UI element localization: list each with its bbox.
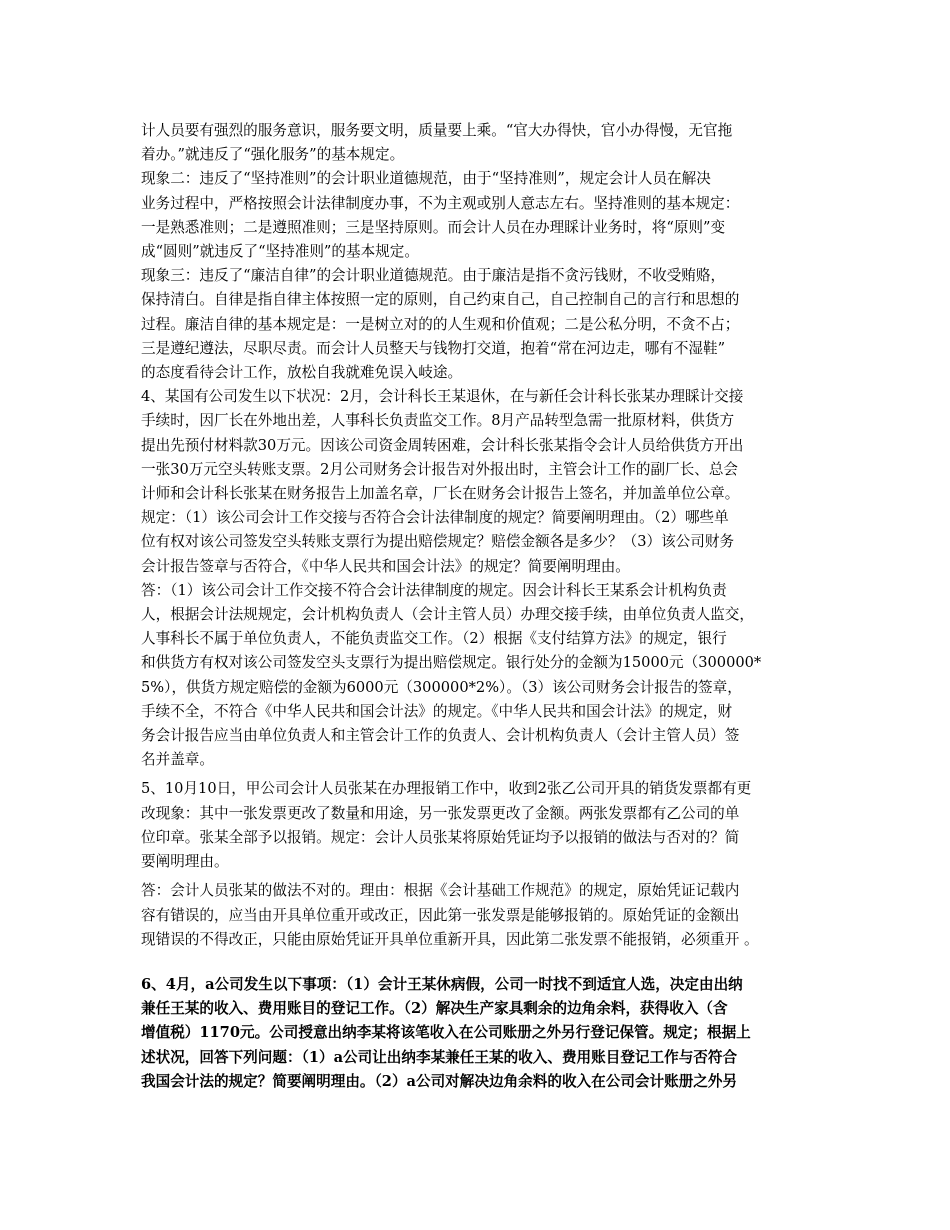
paragraph-service [141,119,829,167]
text-line: 成“圆则”就违反了“坚持准则”的基本规定。 [141,243,419,261]
text-line: 务会计报告应当由单位负责人和主管会计工作的负责人、会计机构负责人（会计主管人员）签 [141,727,740,745]
text-line: 现象三：违反了“廉洁自律”的会计职业道德规范。由于廉洁是指不贪污钱财，不收受贿赂， [141,267,726,285]
text-line: 改现象：其中一张发票更改了数量和用途，另一张发票更改了金额。两张发票都有乙公司的单 [141,804,740,822]
text-line: 规定：（1）该公司会计工作交接与否符合会计法律制度的规定？简要阐明理由。（2）哪些单 [141,509,729,527]
text-line: 5%），供货方规定赔偿的金额为6000元（300000*2%）。（3）该公司财务会计报告的签章， [141,678,742,696]
answer-4 [141,579,829,773]
answer-5 [141,879,829,952]
text-line: 现象二：违反了“坚持准则”的会计职业道德规范，由于“坚持准则”，规定会计人员在解决 [141,170,711,188]
text-line: 过程。廉洁自律的基本规定是：一是树立对的的人生观和价值观；二是公私分明，不贪不占； [141,315,740,333]
text-line: 手续时，因厂长在外地出差，人事科长负责监交工作。8月产品转型急需一批原材料，供货方 [141,412,735,430]
text-line: 位印章。张某全部予以报销。规定：会计人员张某将原始凭证均予以报销的做法与否对的？简 [141,828,740,846]
text-line: 5、10月10日，甲公司会计人员张某在办理报销工作中，收到2张乙公司开具的销货发票都有更 [141,780,752,798]
text-line: 6、4月，a公司发生以下事项：（1）会计王某休病假，公司一时找不到适宜人选，决定由出纳 [141,975,743,993]
text-line: 我国会计法的规定？简要阐明理由。（2）a公司对解决边角余料的收入在公司会计账册之外另 [141,1072,738,1090]
text-line: 4、某国有公司发生以下状况：2月，会计科长王某退休，在与新任会计科长张某办理睬计交接 [141,388,744,406]
text-line: 位有权对该公司签发空头转账支票行为提出赔偿规定？赔偿金额各是多少？（3）该公司财务 [141,533,735,551]
document-body [141,119,829,1094]
text-line: 着办。”就违反了“强化服务”的基本规定。 [141,146,405,164]
paragraph-phenomenon-two [141,167,829,264]
text-line: 答：（1）该公司会计工作交接不符合会计法律制度的规定。因会计科长王某系会计机构负责 [141,581,727,599]
text-line: 手续不全，不符合《中华人民共和国会计法》的规定。《中华人民共和国会计法》的规定，财 [141,702,733,720]
text-line: 名并盖章。 [141,751,214,769]
text-line: 保持清白。自律是指自律主体按照一定的原则，自己约束自己，自己控制自己的言行和思想的 [141,291,740,309]
text-line: 要阐明理由。 [141,853,229,871]
text-line: 三是遵纪遵法，尽职尽责。而会计人员整天与钱物打交道，抱着“常在河边走，哪有不湿鞋” [141,339,726,357]
text-line: 和供货方有权对该公司签发空头支票行为提出赔偿规定。银行处分的金额为15000元（300000* [141,654,762,672]
text-line: 一张30万元空头转账支票。2月公司财务会计报告对外报出时，主管会计工作的副厂长、总会 [141,460,739,478]
question-4 [141,385,829,579]
text-line: 增值税）1170元。公司授意出纳李某将该笔收入在公司账册之外另行登记保管。规定；根据上 [141,1024,751,1042]
text-line: 计师和会计科长张某在财务报告上加盖名章，厂长在财务会计报告上签名，并加盖单位公章。 [141,485,740,503]
text-line: 的态度看待会计工作，放松自我就难免误入岐途。 [141,364,463,382]
text-line: 兼任王某的收入、费用账目的登记工作。（2）解决生产家具剩余的边角余料，获得收入（含 [141,1000,728,1018]
text-line: 计人员要有强烈的服务意识，服务要文明，质量要上乘。“官大办得快，官小办得慢，无官拖 [141,122,733,139]
text-line: 一是熟悉准则；二是遵照准则；三是坚持原则。而会计人员在办理睬计业务时，将“原则”变 [141,218,726,236]
text-line: 答：会计人员张某的做法不对的。理由：根据《会计基础工作规范》的规定，原始凭证记载内 [141,882,740,900]
text-line: 现错误的不得改正，只能由原始凭证开具单位重新开具，因此第二张发票不能报销，必须重开 。 [141,930,759,948]
question-5 [141,777,829,874]
text-line: 容有错误的，应当由开具单位重开或改正，因此第一张发票是能够报销的。原始凭证的金额出 [141,906,740,924]
text-line: 述状况，回答下列问题：（1）a公司让出纳李某兼任王某的收入、费用账目登记工作与否符合 [141,1048,738,1066]
text-line: 业务过程中，严格按照会计法律制度办事，不为主观或别人意志左右。坚持准则的基本规定： [141,194,740,212]
text-line: 提出先预付材料款30万元。因该公司资金周转困难，会计科长张某指令会计人员给供货方开出 [141,436,744,454]
text-line: 人事科长不属于单位负责人，不能负责监交工作。（2）根据《支付结算方法》的规定，银行 [141,630,727,648]
question-6 [141,973,829,1094]
paragraph-phenomenon-three [141,264,829,385]
text-line: 人，根据会计法规规定，会计机构负责人（会计主管人员）办理交接手续，由单位负责人监交， [141,606,754,624]
text-line: 会计报告签章与否符合，《中华人民共和国会计法》的规定？简要阐明理由。 [141,557,630,575]
